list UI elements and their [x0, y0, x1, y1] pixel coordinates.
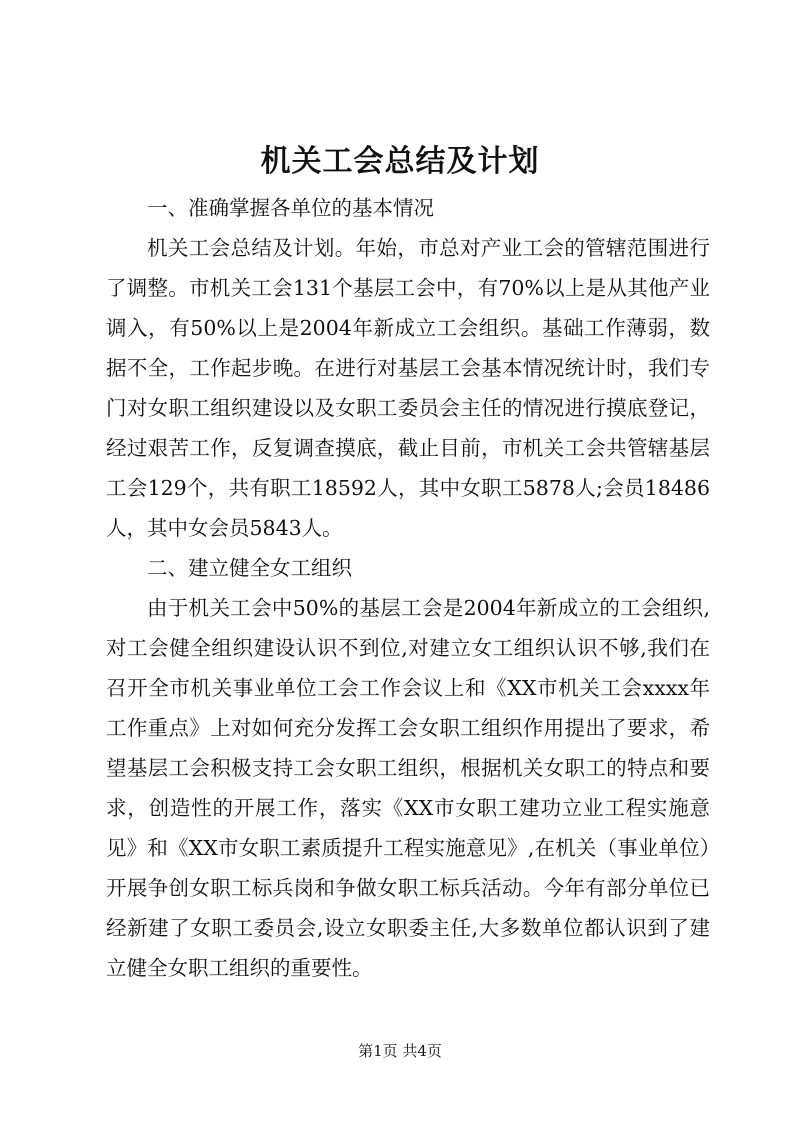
section-2-heading: 二、建立健全女工组织	[147, 556, 352, 580]
section-1-paragraph: 机关工会总结及计划。年始，市总对产业工会的管辖范围进行了调整。市机关工会131个基层工会中，有70%以上是从其他产业调入，有50%以上是2004年新成立工会组织。基础工作薄弱，数据不全，工作起步晚。在进行对基层工会基本情况统计时，我们专门对女职工组织建设以及女职工委员会主任的情况进行摸底登记，经过艰苦工作，反复调查摸底，截止目前，市机关工会共管辖基层工会129个，共有职工18592人，其中女职工5878人;会员18486人，其中女会员5843人。	[106, 236, 710, 540]
document-body	[106, 188, 710, 988]
section-2-paragraph: 由于机关工会中50%的基层工会是2004年新成立的工会组织,对工会健全组织建设认识不到位,对建立女工组织认识不够,我们在召开全市机关事业单位工会工作会议上和《XX市机关工会xxxx年工作重点》上对如何充分发挥工会女职工组织作用提出了要求，希望基层工会积极支持工会女职工组织，根据机关女职工的特点和要求，创造性的开展工作，落实《XX市女职工建功立业工程实施意见》和《XX市女职工素质提升工程实施意见》,在机关（事业单位）开展争创女职工标兵岗和争做女职工标兵活动。今年有部分单位已经新建了女职工委员会,设立女职委主任,大多数单位都认识到了建立健全女职工组织的重要性。	[106, 596, 710, 980]
page-number-footer: 第1页 共4页	[358, 1042, 442, 1060]
section-1-heading: 一、准确掌握各单位的基本情况	[147, 196, 434, 220]
document-title: 机关工会总结及计划	[260, 144, 540, 179]
